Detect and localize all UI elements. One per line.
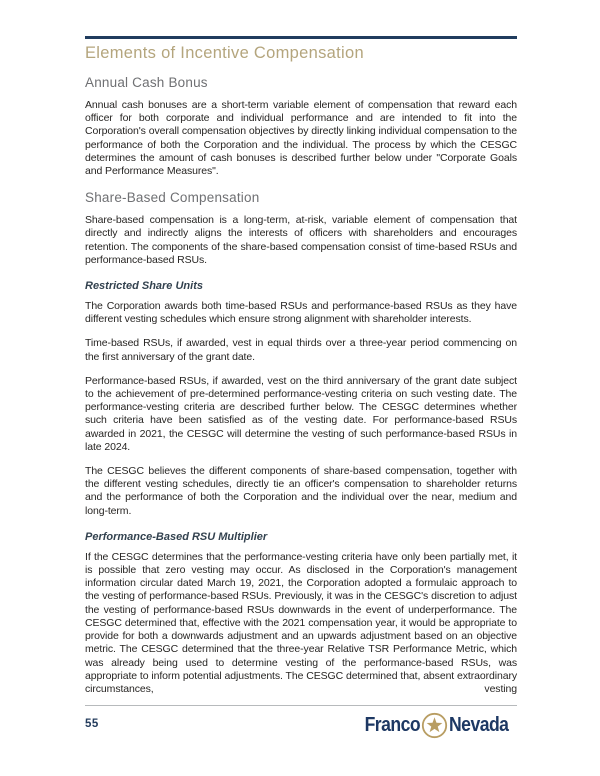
subheading-performance-based-rsu-multiplier: Performance-Based RSU Multiplier	[85, 530, 268, 543]
star-in-circle-icon	[421, 712, 448, 739]
subheading-restricted-share-units: Restricted Share Units	[85, 280, 203, 293]
heading-annual-cash-bonus: Annual Cash Bonus	[85, 75, 208, 90]
paragraph-annual-cash-bonus: Annual cash bonuses are a short-term variable element of compensation that reward each officer for both corporate and individual performance and are intended to fit into the Corporation's overall compensation objectives by directly linking individual compensation to the performance of both the Corporation and the individual. The process by which the CESGC determines the amount of cash bonuses is described further below under "Corporate Goals and Performance Measures".	[85, 99, 517, 178]
paragraph-performance-based-rsu: Performance-based RSUs, if awarded, vest on the third anniversary of the grant date subject to the achievement of pre-determined performance-vesting criteria on such vesting date. The performance-vesting criteria are described further below. The CESGC determines whether such criteria have been satisfied as of the vesting date. For performance-based RSUs awarded in 2021, the CESGC will determine the vesting of such performance-based RSUs in late 2024.	[85, 374, 517, 453]
logo-word-franco: Franco	[364, 714, 421, 736]
logo-word-nevada: Nevada	[449, 714, 509, 736]
page-title: Elements of Incentive Compensation	[85, 44, 364, 62]
franco-nevada-logo	[357, 710, 517, 740]
paragraph-cesgc-believes: The CESGC believes the different components of share-based compensation, together with the different vesting schedules, directly tie an officer's compensation to shareholder returns and the performance of both the Corporation and the individual over the near, medium and long-term.	[85, 465, 517, 517]
paragraph-time-based-rsu: Time-based RSUs, if awarded, vest in equal thirds over a three-year period commencing on the first anniversary of the grant date.	[85, 337, 517, 363]
paragraph-share-based-compensation: Share-based compensation is a long-term, at-risk, variable element of compensation that directly and indirectly aligns the interests of officers with shareholders and encourages retention. The components of the share-based compensation consist of time-based RSUs and performance-based RSUs.	[85, 214, 517, 266]
heading-share-based-compensation: Share-Based Compensation	[85, 190, 260, 206]
document-content	[85, 36, 517, 696]
paragraph-rsu-multiplier: If the CESGC determines that the performance-vesting criteria have only been partially met, it is possible that zero vesting may occur. As disclosed in the Corporation's management information circular dated March 19, 2021, the Corporation adopted a formulaic approach to the vesting of performance-based RSUs. Previously, it was in the CESGC's discretion to adjust the vesting of performance-based RSUs downwards in the event of underperformance. The CESGC determined that, effective with the 2021 compensation year, it would be appropriate to provide for both a downwards adjustment and an upwards adjustment based on an objective metric. The CESGC determined that the three-year Relative TSR Performance Metric, which was already being used to determine vesting of the performance-based RSUs, was appropriate to inform potential adjustments. The CESGC determined that, absent extraordinary circumstances, vesting	[85, 550, 517, 695]
footer-divider	[85, 705, 517, 706]
section-top-rule	[85, 36, 517, 39]
paragraph-rsu-overview: The Corporation awards both time-based RSUs and performance-based RSUs as they have different vesting schedules which ensure strong alignment with shareholder interests.	[85, 300, 517, 326]
page-number: 55	[85, 718, 99, 730]
